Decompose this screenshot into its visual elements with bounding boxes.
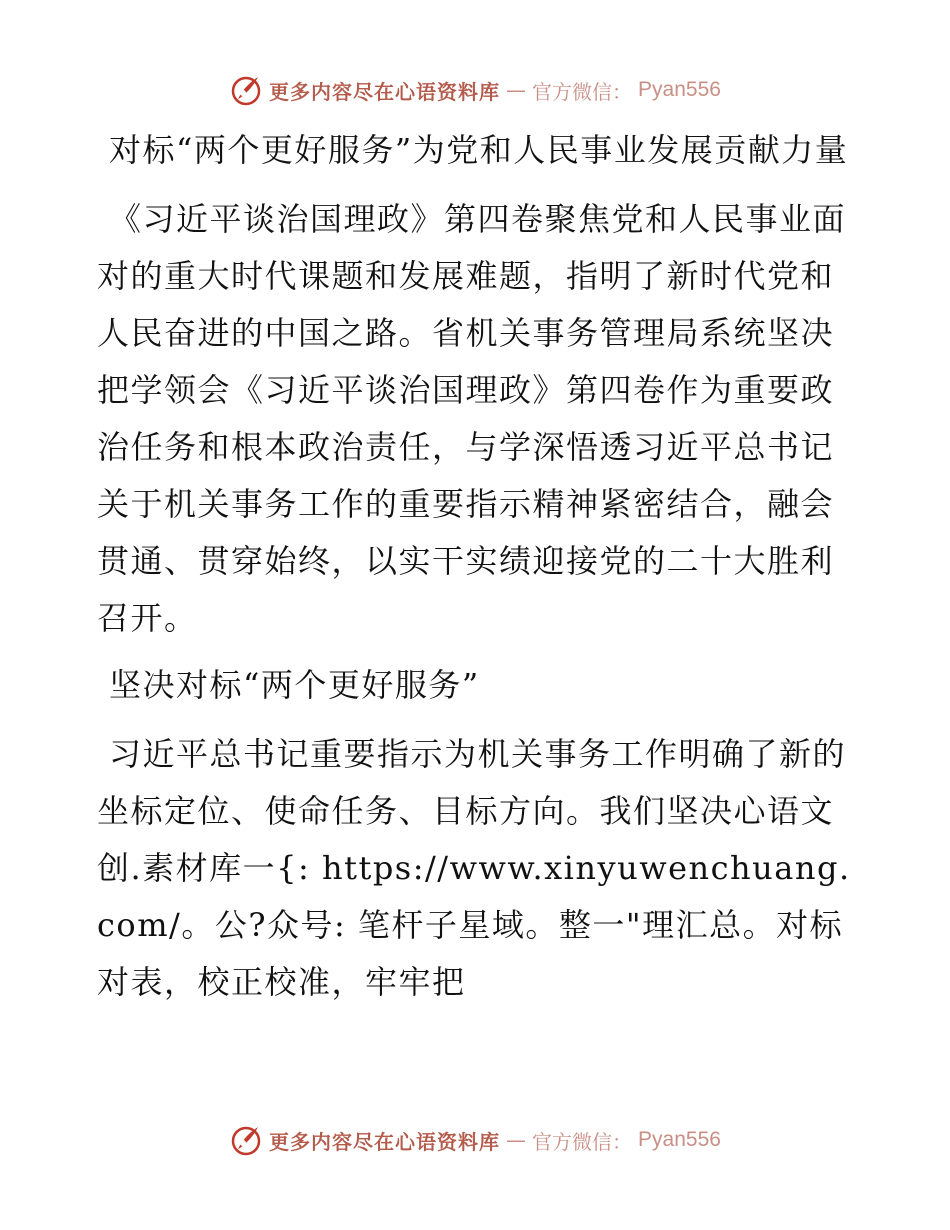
document-body — [97, 122, 857, 1021]
banner-wechat-label: 官方微信： — [532, 79, 633, 104]
banner-brand-text: 更多内容尽在心语资料库 — [269, 79, 501, 104]
feather-quill-logo-icon — [229, 73, 263, 107]
footer-watermark-banner — [0, 1120, 950, 1160]
header-watermark-banner — [0, 70, 950, 110]
banner-wechat-id: Pyan556 — [638, 78, 721, 101]
paragraph-section-1: 习近平总书记重要指示为机关事务工作明确了新的坐标定位、使命任务、目标方向。我们坚决心语文创.素材库一{: https://www.xinyuwenchuang.com/。公?众号: 笔杆子星域。整一"理汇总。对标对表，校正校准，牢牢把 — [97, 735, 851, 1001]
banner-wechat-id: Pyan556 — [638, 1128, 721, 1151]
document-title: 对标“两个更好服务”为党和人民事业发展贡献力量 — [109, 131, 849, 169]
feather-quill-logo-icon — [229, 1123, 263, 1157]
section-heading: 坚决对标“两个更好服务” — [109, 666, 480, 704]
banner-separator: — — [506, 1128, 527, 1152]
banner-brand-text: 更多内容尽在心语资料库 — [269, 1129, 501, 1154]
paragraph-intro: 《习近平谈治国理政》第四卷聚焦党和人民事业面对的重大时代课题和发展难题，指明了新时代党和人民奋进的中国之路。省机关事务管理局系统坚决把学领会《习近平谈治国理政》第四卷作为重要政治任务和根本政治责任，与学深悟透习近平总书记关于机关事务工作的重要指示精神紧密结合，融会贯通、贯穿始终，以实干实绩迎接党的二十大胜利召开。 — [97, 200, 847, 637]
banner-wechat-label: 官方微信： — [532, 1129, 633, 1154]
banner-separator: — — [506, 78, 527, 102]
